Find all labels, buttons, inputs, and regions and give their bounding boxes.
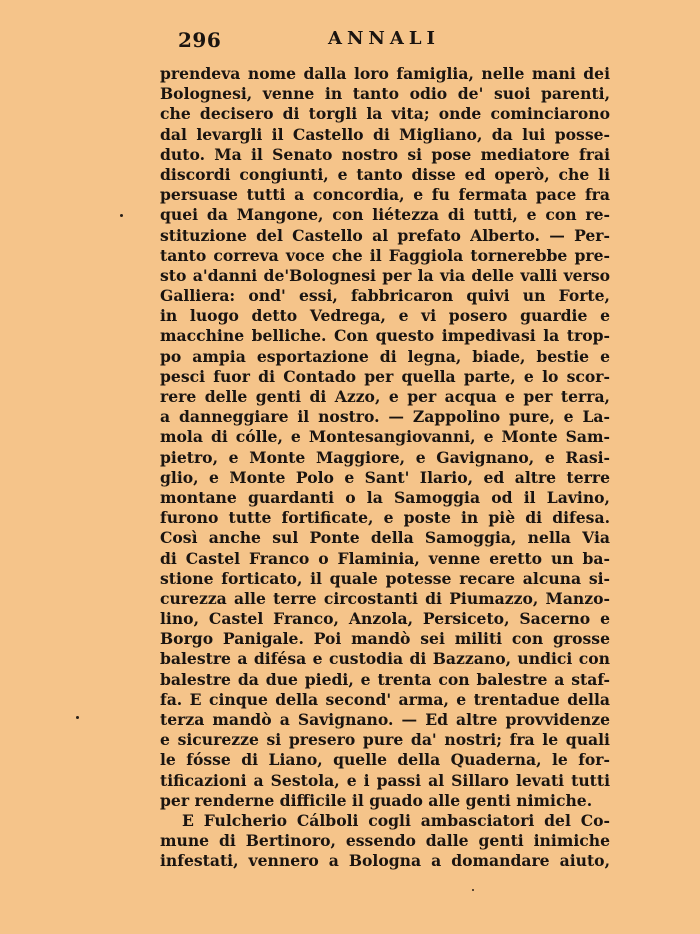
text-line: pesci fuor di Contado per quella parte, e lo scor- — [160, 366, 610, 386]
text-line: stituzione del Castello al prefato Alberto. — Per- — [160, 225, 610, 245]
text-line: furono tutte fortificate, e poste in piè di difesa. — [160, 508, 610, 528]
text-line: Borgo Panigale. Poi mandò sei militi con grosse — [160, 629, 610, 649]
text-line: mola di cólle, e Montesangiovanni, e Monte Sam- — [160, 427, 610, 447]
text-line: quei da Mangone, con liétezza di tutti, e con re- — [160, 205, 610, 225]
body-text — [160, 64, 610, 872]
text-line: che decisero di torgli la vita; onde cominciarono — [160, 104, 610, 124]
text-line: lino, Castel Franco, Anzola, Persiceto, Sacerno e — [160, 609, 610, 629]
text-line: tanto correva voce che il Faggiola tornerebbe pre- — [160, 245, 610, 265]
text-line: dal levargli il Castello di Migliano, da lui posse- — [160, 124, 610, 144]
text-line: balestre da due piedi, e trenta con balestre a staf- — [160, 669, 610, 689]
text-line: macchine belliche. Con questo impedivasi la trop- — [160, 326, 610, 346]
text-line: pietro, e Monte Maggiore, e Gavignano, e Rasi- — [160, 447, 610, 467]
text-line: stione forticato, il quale potesse recare alcuna si- — [160, 568, 610, 588]
text-line: po ampia esportazione di legna, biade, bestie e — [160, 346, 610, 366]
text-line: Galliera: ond' essi, fabbricaron quivi un Forte, — [160, 286, 610, 306]
scan-speck — [472, 889, 474, 891]
text-line: infestati, vennero a Bologna a domandare aiuto, — [160, 851, 610, 871]
text-line: glio, e Monte Polo e Sant' Ilario, ed altre terre — [160, 467, 610, 487]
text-line: discordi congiunti, e tanto disse ed operò, che li — [160, 164, 610, 184]
scan-speck — [120, 214, 123, 217]
running-head: ANNALI — [328, 28, 440, 49]
text-line: montane guardanti o la Samoggia od il Lavino, — [160, 487, 610, 507]
text-line: duto. Ma il Senato nostro si pose mediatore frai — [160, 144, 610, 164]
text-line: sto a'danni de'Bolognesi per la via delle valli verso — [160, 265, 610, 285]
text-line: terza mandò a Savignano. — Ed altre provvidenze — [160, 710, 610, 729]
text-line: Così anche sul Ponte della Samoggia, nella Via — [160, 528, 610, 548]
text-line: a danneggiare il nostro. — Zappolino pure, e La- — [160, 407, 610, 427]
text-line: persuase tutti a concordia, e fu fermata pace fra — [160, 185, 610, 205]
text-line: Bolognesi, venne in tanto odio de' suoi parenti, — [160, 84, 610, 104]
scan-speck — [76, 716, 79, 719]
text-line: in luogo detto Vedrega, e vi posero guardie e — [160, 306, 610, 326]
text-line: prendeva nome dalla loro famiglia, nelle mani dei — [160, 64, 610, 83]
text-line: le fósse di Liano, quelle della Quaderna, le for- — [160, 750, 610, 770]
page-number: 296 — [178, 28, 222, 52]
text-line: E Fulcherio Cálboli cogli ambasciatori del Co- — [182, 810, 610, 830]
text-line: mune di Bertinoro, essendo dalle genti inimiche — [160, 831, 610, 851]
text-line: balestre a difésa e custodia di Bazzano, undici con — [160, 649, 610, 669]
text-line: di Castel Franco o Flaminia, venne eretto un ba- — [160, 548, 610, 568]
text-line: fa. E cinque della second' arma, e trentadue della — [160, 689, 610, 709]
text-line: rere delle genti di Azzo, e per acqua e per terra, — [160, 387, 610, 406]
text-line: per renderne difficile il guado alle genti nimiche. — [160, 790, 593, 810]
text-line: curezza alle terre circostanti di Piumazzo, Manzo- — [160, 588, 610, 608]
text-line: tificazioni a Sestola, e i passi al Sillaro levati tutti — [160, 770, 610, 790]
text-line: e sicurezze si presero pure da' nostri; fra le quali — [160, 730, 610, 750]
